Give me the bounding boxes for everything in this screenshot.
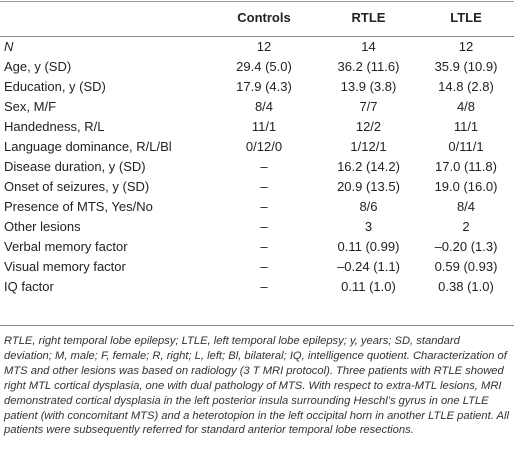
header-cell-label — [4, 7, 209, 37]
cell-controls: 12 — [256, 39, 272, 54]
cell-controls: 29.4 (5.0) — [236, 59, 292, 74]
table-row — [4, 97, 514, 117]
row-label: Verbal memory factor — [4, 239, 128, 254]
row-label: Education, y (SD) — [4, 79, 106, 94]
cell-rtle: 16.2 (14.2) — [337, 159, 400, 174]
cell-rtle: 7/7 — [359, 99, 378, 114]
table-row — [4, 37, 514, 57]
cell-controls: 8/4 — [254, 99, 274, 114]
cell-ltle: 19.0 (16.0) — [434, 179, 498, 194]
table-row — [4, 177, 514, 197]
cell-controls: 11/1 — [251, 119, 277, 134]
cell-ltle: 0.38 (1.0) — [438, 279, 494, 294]
cell-controls: – — [260, 179, 268, 194]
row-label: Disease duration, y (SD) — [4, 159, 146, 174]
header-row — [4, 7, 514, 37]
cell-ltle: 0.59 (0.93) — [434, 259, 498, 274]
cell-ltle: 2 — [462, 219, 470, 234]
row-label: Presence of MTS, Yes/No — [4, 199, 153, 214]
cell-ltle: 14.8 (2.8) — [438, 79, 494, 94]
cell-rtle: 36.2 (11.6) — [337, 59, 400, 74]
cell-rtle: 13.9 (3.8) — [340, 79, 397, 94]
cell-rtle: 8/6 — [359, 199, 378, 214]
table-row — [4, 157, 514, 177]
table-row — [4, 237, 514, 257]
cell-rtle: 20.9 (13.5) — [337, 179, 400, 194]
top-rule — [0, 1, 514, 2]
cell-controls: 0/12/0 — [245, 139, 283, 154]
cell-controls: 17.9 (4.3) — [236, 79, 292, 94]
row-label: Other lesions — [4, 219, 81, 234]
cell-ltle: 8/4 — [456, 199, 476, 214]
cell-rtle: 0.11 (0.99) — [337, 239, 400, 254]
cell-ltle: –0.20 (1.3) — [434, 239, 498, 254]
cell-rtle: 3 — [364, 219, 373, 234]
cell-ltle: 12 — [458, 39, 474, 54]
table-row — [4, 257, 514, 277]
table-row — [4, 197, 514, 217]
cell-ltle: 17.0 (11.8) — [435, 159, 497, 174]
cell-controls: – — [260, 239, 268, 254]
header-cell-rtle: RTLE — [351, 10, 386, 25]
cell-rtle: –0.24 (1.1) — [337, 259, 400, 274]
table-row — [4, 57, 514, 77]
row-label: Onset of seizures, y (SD) — [4, 179, 150, 194]
table-row — [4, 77, 514, 97]
header-cell-ltle: LTLE — [450, 10, 482, 25]
demographics-table — [4, 7, 514, 297]
bottom-rule — [0, 325, 514, 326]
cell-rtle: 1/12/1 — [350, 139, 387, 154]
cell-controls: – — [260, 159, 268, 174]
cell-controls: – — [260, 219, 268, 234]
cell-ltle: 35.9 (10.9) — [434, 59, 498, 74]
cell-ltle: 4/8 — [456, 99, 476, 114]
cell-ltle: 11/1 — [453, 119, 479, 134]
row-label: Handedness, R/L — [4, 119, 105, 134]
cell-rtle: 0.11 (1.0) — [341, 279, 396, 294]
row-label: Sex, M/F — [4, 99, 57, 114]
table-footnote: RTLE, right temporal lobe epilepsy; LTLE, left temporal lobe epilepsy; y, years; SD, standard deviation; M, male; F, female; R, right; L, left; Bl, bilateral; IQ, intelligence quotient. Characterization of MTS and other lesions was based on radiology (3 T MRI protocol). Three patients with RTLE showed right MTL cortical dysplasia, one with dual pathology of MTS. With respect to extra-MTL lesions, MRI demonstrated cortical dysplasia in the left posterior insula surrounding Heschl’s gyrus in one LTLE patient (with concomitant MTS) and a heterotopion in the left occipital horn in another LTLE patient. All patients were subsequently referred for standard anterior temporal lobe resections. — [4, 335, 509, 437]
cell-controls: – — [260, 199, 268, 214]
cell-ltle: 0/11/1 — [448, 139, 484, 154]
row-label: Language dominance, R/L/Bl — [4, 139, 172, 154]
row-label: Age, y (SD) — [4, 59, 72, 74]
cell-controls: – — [260, 259, 268, 274]
row-label: N — [4, 39, 14, 54]
cell-rtle: 14 — [361, 39, 376, 54]
row-label: Visual memory factor — [4, 259, 126, 274]
table-row — [4, 137, 514, 157]
table-row — [4, 277, 514, 297]
cell-controls: – — [260, 279, 268, 294]
row-label: IQ factor — [4, 279, 54, 294]
table-body — [4, 37, 514, 297]
header-cell-controls: Controls — [237, 10, 291, 25]
table-row — [4, 217, 514, 237]
table-row — [4, 117, 514, 137]
cell-rtle: 12/2 — [355, 119, 382, 134]
